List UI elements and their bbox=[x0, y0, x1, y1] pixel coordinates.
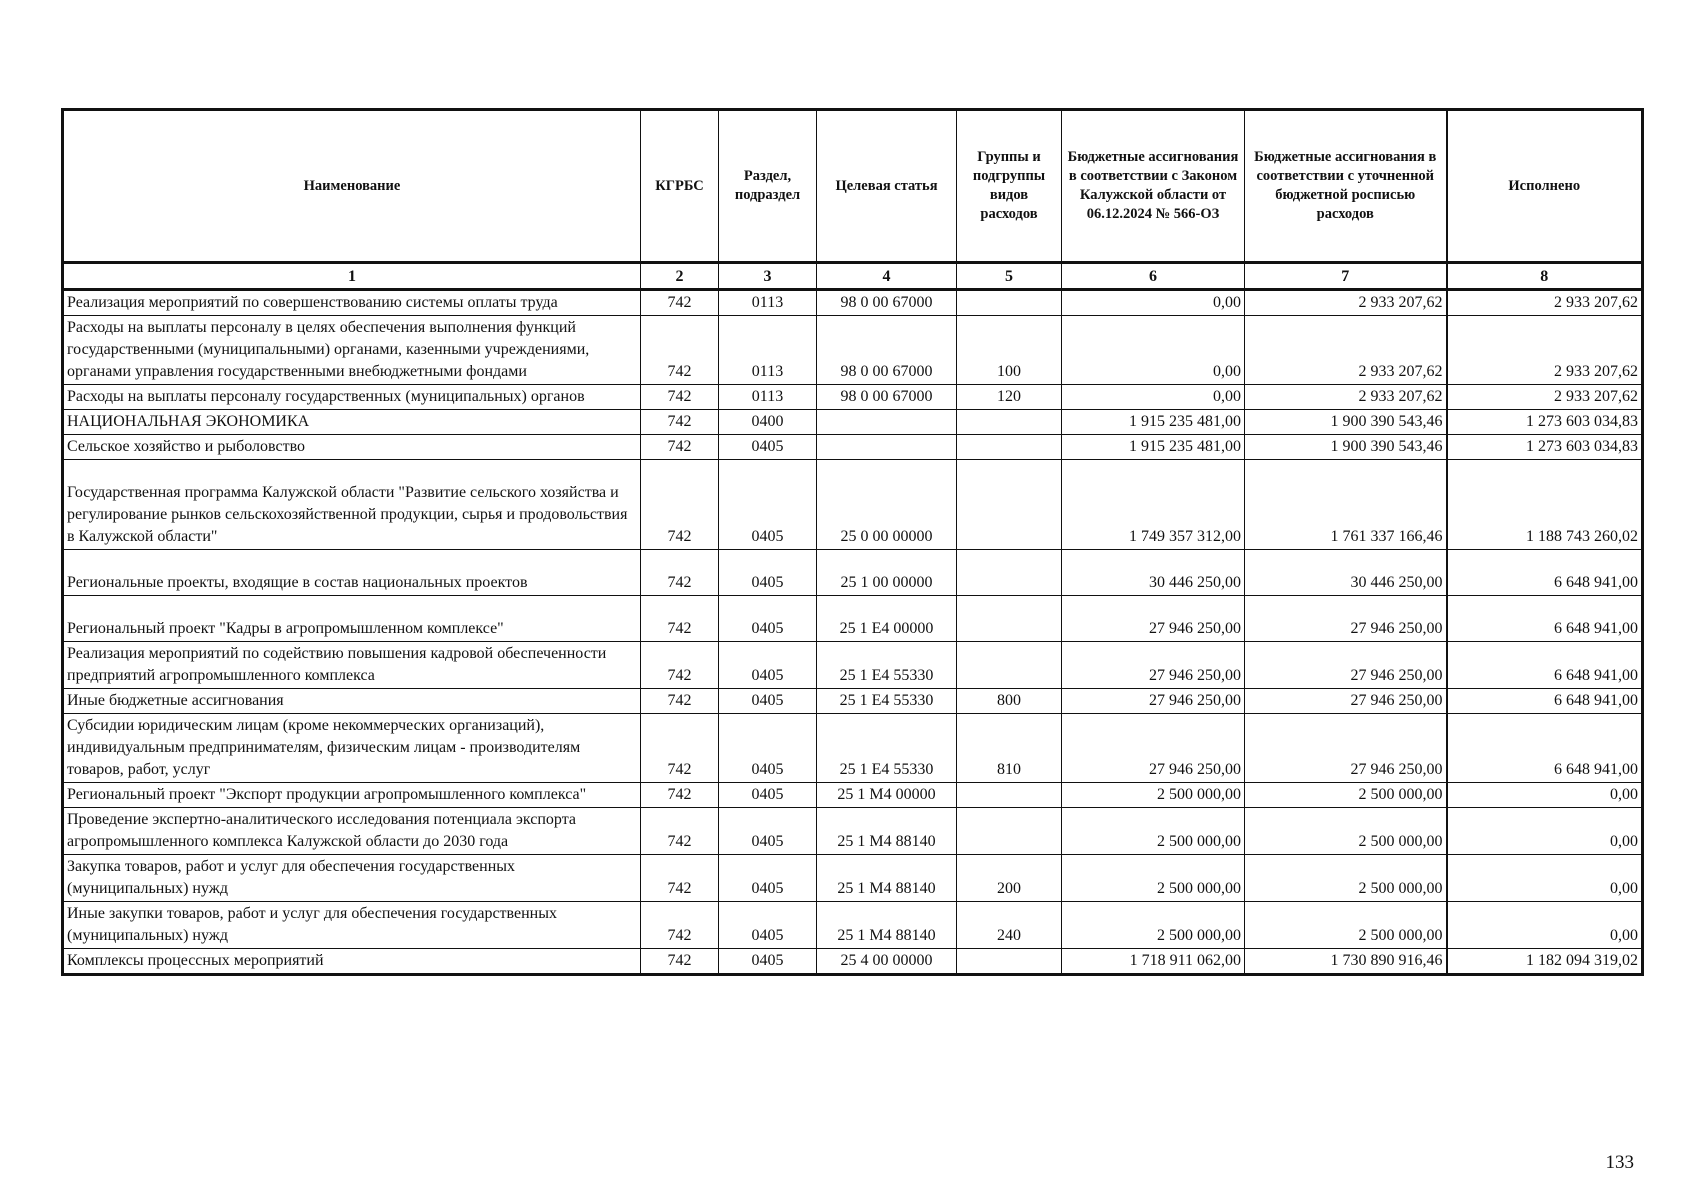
cell-kgrbs: 742 bbox=[641, 290, 719, 316]
column-number: 5 bbox=[957, 263, 1062, 290]
cell-plan-amount: 2 500 000,00 bbox=[1245, 783, 1447, 808]
cell-plan-amount: 2 933 207,62 bbox=[1245, 290, 1447, 316]
table-row bbox=[63, 316, 1643, 385]
page-number: 133 bbox=[1605, 1152, 1634, 1173]
cell-razdel: 0405 bbox=[719, 689, 817, 714]
cell-statya: 25 1 Е4 55330 bbox=[817, 689, 957, 714]
cell-name: Иные бюджетные ассигнования bbox=[63, 689, 641, 714]
cell-statya: 25 1 М4 88140 bbox=[817, 855, 957, 902]
header-statya: Целевая статья bbox=[817, 110, 957, 263]
cell-name: Расходы на выплаты персоналу государственных (муниципальных) органов bbox=[63, 385, 641, 410]
cell-razdel: 0405 bbox=[719, 550, 817, 596]
table-body bbox=[63, 290, 1643, 975]
cell-vid bbox=[957, 460, 1062, 550]
cell-vid bbox=[957, 410, 1062, 435]
cell-statya bbox=[817, 435, 957, 460]
cell-statya: 25 1 М4 00000 bbox=[817, 783, 957, 808]
table-row bbox=[63, 783, 1643, 808]
cell-razdel: 0113 bbox=[719, 316, 817, 385]
cell-plan-amount: 2 500 000,00 bbox=[1245, 808, 1447, 855]
table-row bbox=[63, 550, 1643, 596]
cell-vid bbox=[957, 783, 1062, 808]
cell-law-amount: 27 946 250,00 bbox=[1062, 642, 1245, 689]
cell-vid: 810 bbox=[957, 714, 1062, 783]
cell-law-amount: 1 718 911 062,00 bbox=[1062, 949, 1245, 975]
budget-table bbox=[61, 108, 1644, 976]
cell-razdel: 0405 bbox=[719, 808, 817, 855]
cell-plan-amount: 1 730 890 916,46 bbox=[1245, 949, 1447, 975]
header-plan: Бюджетные ассигнования в соответствии с уточненной бюджетной росписью расходов bbox=[1245, 110, 1447, 263]
cell-razdel: 0405 bbox=[719, 902, 817, 949]
cell-done-amount: 0,00 bbox=[1447, 783, 1643, 808]
cell-vid bbox=[957, 290, 1062, 316]
table-row bbox=[63, 902, 1643, 949]
column-number: 2 bbox=[641, 263, 719, 290]
cell-razdel: 0405 bbox=[719, 949, 817, 975]
cell-done-amount: 6 648 941,00 bbox=[1447, 550, 1643, 596]
cell-name: Расходы на выплаты персоналу в целях обеспечения выполнения функций государственными (муниципальными) органами, казенными учреждениями, органами управления государственными внебюджетными фондами bbox=[63, 316, 641, 385]
cell-name: Региональный проект "Экспорт продукции агропромышленного комплекса" bbox=[63, 783, 641, 808]
cell-plan-amount: 27 946 250,00 bbox=[1245, 714, 1447, 783]
cell-kgrbs: 742 bbox=[641, 435, 719, 460]
cell-name: Реализация мероприятий по содействию повышения кадровой обеспеченности предприятий агропромышленного комплекса bbox=[63, 642, 641, 689]
cell-vid bbox=[957, 949, 1062, 975]
cell-done-amount: 1 273 603 034,83 bbox=[1447, 410, 1643, 435]
budget-table-sheet bbox=[61, 108, 1641, 976]
cell-kgrbs: 742 bbox=[641, 410, 719, 435]
cell-name: Субсидии юридическим лицам (кроме некоммерческих организаций), индивидуальным предпринимателям, физическим лицам - производителям товаров, работ, услуг bbox=[63, 714, 641, 783]
cell-statya: 25 1 М4 88140 bbox=[817, 902, 957, 949]
cell-done-amount: 0,00 bbox=[1447, 808, 1643, 855]
cell-done-amount: 2 933 207,62 bbox=[1447, 290, 1643, 316]
cell-kgrbs: 742 bbox=[641, 855, 719, 902]
cell-razdel: 0405 bbox=[719, 435, 817, 460]
cell-vid bbox=[957, 596, 1062, 642]
cell-statya: 25 1 Е4 55330 bbox=[817, 714, 957, 783]
cell-razdel: 0405 bbox=[719, 783, 817, 808]
cell-razdel: 0405 bbox=[719, 596, 817, 642]
cell-statya: 25 1 00 00000 bbox=[817, 550, 957, 596]
cell-name: НАЦИОНАЛЬНАЯ ЭКОНОМИКА bbox=[63, 410, 641, 435]
cell-law-amount: 27 946 250,00 bbox=[1062, 714, 1245, 783]
table-row bbox=[63, 410, 1643, 435]
cell-law-amount: 2 500 000,00 bbox=[1062, 808, 1245, 855]
cell-done-amount: 6 648 941,00 bbox=[1447, 596, 1643, 642]
cell-statya: 25 1 Е4 00000 bbox=[817, 596, 957, 642]
cell-kgrbs: 742 bbox=[641, 596, 719, 642]
cell-kgrbs: 742 bbox=[641, 949, 719, 975]
cell-plan-amount: 27 946 250,00 bbox=[1245, 689, 1447, 714]
table-row bbox=[63, 714, 1643, 783]
cell-done-amount: 0,00 bbox=[1447, 855, 1643, 902]
column-number: 7 bbox=[1245, 263, 1447, 290]
cell-law-amount: 1 915 235 481,00 bbox=[1062, 435, 1245, 460]
cell-name: Иные закупки товаров, работ и услуг для обеспечения государственных (муниципальных) нужд bbox=[63, 902, 641, 949]
cell-done-amount: 6 648 941,00 bbox=[1447, 642, 1643, 689]
cell-plan-amount: 27 946 250,00 bbox=[1245, 642, 1447, 689]
cell-kgrbs: 742 bbox=[641, 689, 719, 714]
cell-name: Сельское хозяйство и рыболовство bbox=[63, 435, 641, 460]
cell-kgrbs: 742 bbox=[641, 385, 719, 410]
cell-done-amount: 6 648 941,00 bbox=[1447, 689, 1643, 714]
cell-vid bbox=[957, 435, 1062, 460]
cell-law-amount: 1 749 357 312,00 bbox=[1062, 460, 1245, 550]
cell-done-amount: 2 933 207,62 bbox=[1447, 385, 1643, 410]
cell-kgrbs: 742 bbox=[641, 316, 719, 385]
cell-razdel: 0405 bbox=[719, 855, 817, 902]
cell-vid bbox=[957, 808, 1062, 855]
cell-statya: 25 1 Е4 55330 bbox=[817, 642, 957, 689]
header-kgrbs: КГРБС bbox=[641, 110, 719, 263]
column-number: 8 bbox=[1447, 263, 1643, 290]
cell-plan-amount: 1 900 390 543,46 bbox=[1245, 410, 1447, 435]
cell-razdel: 0405 bbox=[719, 714, 817, 783]
cell-law-amount: 27 946 250,00 bbox=[1062, 689, 1245, 714]
table-row bbox=[63, 855, 1643, 902]
cell-vid: 100 bbox=[957, 316, 1062, 385]
cell-name: Проведение экспертно-аналитического исследования потенциала экспорта агропромышленного комплекса Калужской области до 2030 года bbox=[63, 808, 641, 855]
table-row bbox=[63, 949, 1643, 975]
table-row bbox=[63, 290, 1643, 316]
cell-razdel: 0405 bbox=[719, 642, 817, 689]
table-row bbox=[63, 596, 1643, 642]
cell-law-amount: 1 915 235 481,00 bbox=[1062, 410, 1245, 435]
cell-razdel: 0400 bbox=[719, 410, 817, 435]
cell-vid: 200 bbox=[957, 855, 1062, 902]
cell-law-amount: 30 446 250,00 bbox=[1062, 550, 1245, 596]
table-row bbox=[63, 689, 1643, 714]
cell-statya: 25 1 М4 88140 bbox=[817, 808, 957, 855]
cell-name: Комплексы процессных мероприятий bbox=[63, 949, 641, 975]
cell-done-amount: 0,00 bbox=[1447, 902, 1643, 949]
header-law: Бюджетные ассигнования в соответствии с Законом Калужской области от 06.12.2024 № 566-ОЗ bbox=[1062, 110, 1245, 263]
cell-vid bbox=[957, 642, 1062, 689]
table-row bbox=[63, 642, 1643, 689]
cell-law-amount: 2 500 000,00 bbox=[1062, 855, 1245, 902]
cell-name: Закупка товаров, работ и услуг для обеспечения государственных (муниципальных) нужд bbox=[63, 855, 641, 902]
column-number: 6 bbox=[1062, 263, 1245, 290]
cell-razdel: 0113 bbox=[719, 385, 817, 410]
cell-statya: 98 0 00 67000 bbox=[817, 316, 957, 385]
header-vid: Группы и подгруппы видов расходов bbox=[957, 110, 1062, 263]
cell-plan-amount: 27 946 250,00 bbox=[1245, 596, 1447, 642]
cell-done-amount: 1 182 094 319,02 bbox=[1447, 949, 1643, 975]
cell-law-amount: 2 500 000,00 bbox=[1062, 902, 1245, 949]
header-done: Исполнено bbox=[1447, 110, 1643, 263]
cell-plan-amount: 2 500 000,00 bbox=[1245, 855, 1447, 902]
cell-plan-amount: 2 933 207,62 bbox=[1245, 385, 1447, 410]
cell-kgrbs: 742 bbox=[641, 642, 719, 689]
cell-name: Региональные проекты, входящие в состав национальных проектов bbox=[63, 550, 641, 596]
header-row bbox=[63, 110, 1643, 263]
cell-law-amount: 0,00 bbox=[1062, 290, 1245, 316]
cell-name: Государственная программа Калужской области "Развитие сельского хозяйства и регулирование рынков сельскохозяйственной продукции, сырья и продовольствия в Калужской области" bbox=[63, 460, 641, 550]
cell-kgrbs: 742 bbox=[641, 550, 719, 596]
table-row bbox=[63, 385, 1643, 410]
table-row bbox=[63, 808, 1643, 855]
table-row bbox=[63, 435, 1643, 460]
column-number: 3 bbox=[719, 263, 817, 290]
cell-done-amount: 6 648 941,00 bbox=[1447, 714, 1643, 783]
header-name: Наименование bbox=[63, 110, 641, 263]
cell-kgrbs: 742 bbox=[641, 902, 719, 949]
cell-statya: 25 4 00 00000 bbox=[817, 949, 957, 975]
cell-vid: 800 bbox=[957, 689, 1062, 714]
cell-name: Реализация мероприятий по совершенствованию системы оплаты труда bbox=[63, 290, 641, 316]
cell-kgrbs: 742 bbox=[641, 714, 719, 783]
cell-kgrbs: 742 bbox=[641, 460, 719, 550]
cell-done-amount: 2 933 207,62 bbox=[1447, 316, 1643, 385]
cell-kgrbs: 742 bbox=[641, 808, 719, 855]
cell-statya: 25 0 00 00000 bbox=[817, 460, 957, 550]
column-number: 1 bbox=[63, 263, 641, 290]
table-row bbox=[63, 460, 1643, 550]
cell-vid: 120 bbox=[957, 385, 1062, 410]
cell-vid: 240 bbox=[957, 902, 1062, 949]
cell-plan-amount: 2 500 000,00 bbox=[1245, 902, 1447, 949]
column-number-row bbox=[63, 263, 1643, 290]
cell-done-amount: 1 188 743 260,02 bbox=[1447, 460, 1643, 550]
cell-law-amount: 27 946 250,00 bbox=[1062, 596, 1245, 642]
cell-razdel: 0113 bbox=[719, 290, 817, 316]
cell-plan-amount: 30 446 250,00 bbox=[1245, 550, 1447, 596]
cell-plan-amount: 2 933 207,62 bbox=[1245, 316, 1447, 385]
cell-plan-amount: 1 761 337 166,46 bbox=[1245, 460, 1447, 550]
cell-done-amount: 1 273 603 034,83 bbox=[1447, 435, 1643, 460]
cell-kgrbs: 742 bbox=[641, 783, 719, 808]
cell-law-amount: 0,00 bbox=[1062, 316, 1245, 385]
cell-statya bbox=[817, 410, 957, 435]
cell-razdel: 0405 bbox=[719, 460, 817, 550]
cell-name: Региональный проект "Кадры в агропромышленном комплексе" bbox=[63, 596, 641, 642]
cell-law-amount: 0,00 bbox=[1062, 385, 1245, 410]
cell-law-amount: 2 500 000,00 bbox=[1062, 783, 1245, 808]
cell-vid bbox=[957, 550, 1062, 596]
cell-statya: 98 0 00 67000 bbox=[817, 385, 957, 410]
column-number: 4 bbox=[817, 263, 957, 290]
cell-plan-amount: 1 900 390 543,46 bbox=[1245, 435, 1447, 460]
header-razdel: Раздел, подраздел bbox=[719, 110, 817, 263]
cell-statya: 98 0 00 67000 bbox=[817, 290, 957, 316]
